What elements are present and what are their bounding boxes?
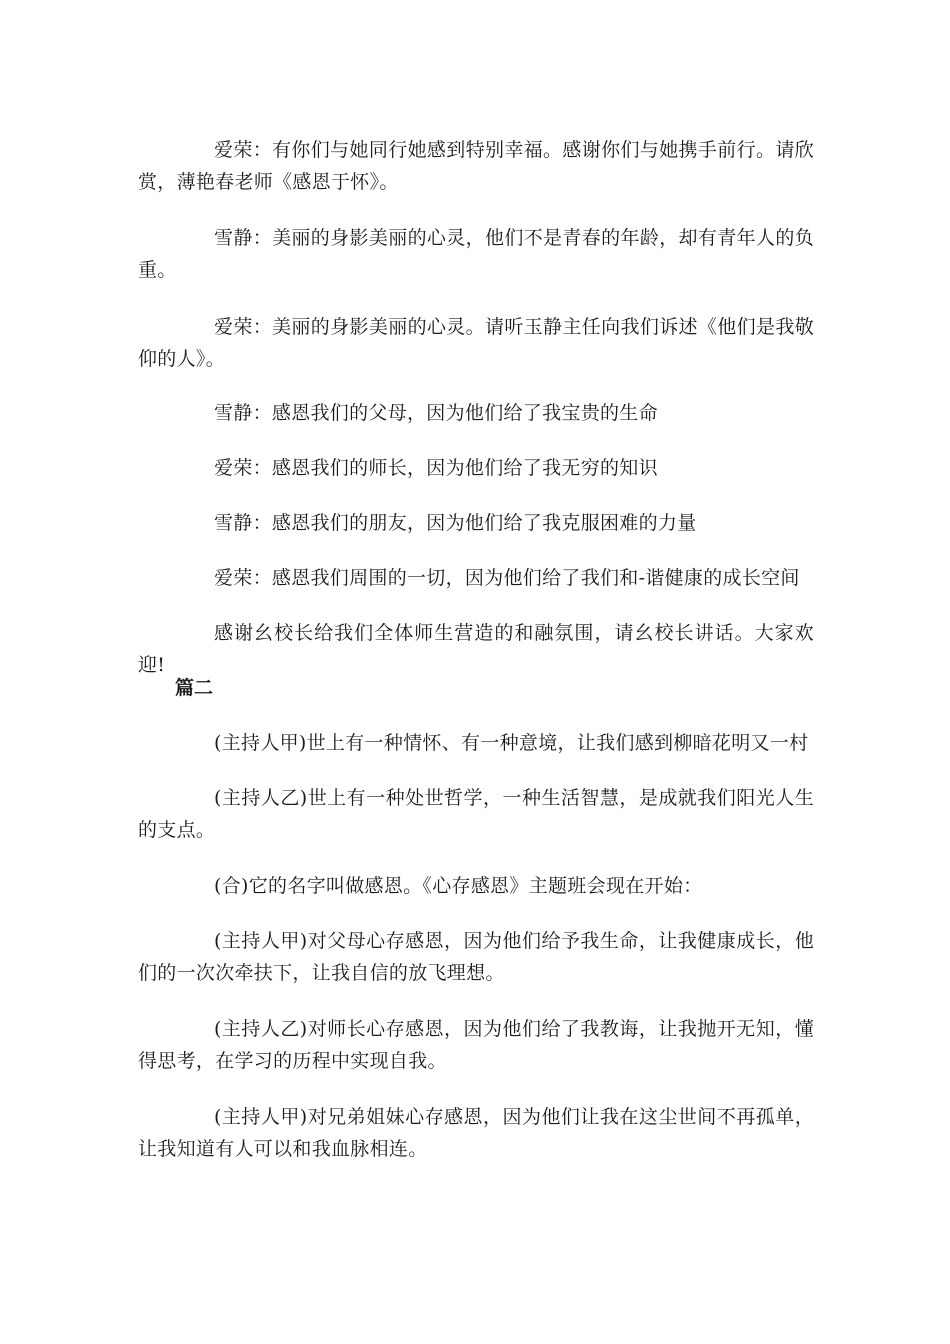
paragraph-11: (合)它的名字叫做感恩。《心存感恩》主题班会现在开始：	[214, 875, 703, 897]
paragraph-9: (主持人甲)世上有一种情怀、有一种意境，让我们感到柳暗花明又一村	[214, 732, 809, 754]
section-heading: 篇二	[175, 677, 214, 699]
paragraph-2: 雪静：美丽的身影美丽的心灵，他们不是青春的年龄，却有青年人的负重。	[138, 227, 814, 281]
paragraph-8: 感谢幺校长给我们全体师生营造的和融氛围，请幺校长讲话。大家欢迎!	[138, 622, 814, 676]
paragraph-5: 爱荣：感恩我们的师长，因为他们给了我无穷的知识	[214, 457, 658, 479]
paragraph-13: (主持人乙)对师长心存感恩，因为他们给了我教诲，让我抛开无知，懂得思考，在学习的历程中实现自我。	[138, 1018, 814, 1072]
paragraph-1: 爱荣：有你们与她同行她感到特别幸福。感谢你们与她携手前行。请欣赏，薄艳春老师《感恩于怀》。	[138, 139, 814, 193]
paragraph-3: 爱荣：美丽的身影美丽的心灵。请听玉静主任向我们诉述《他们是我敬仰的人》。	[138, 316, 814, 370]
paragraph-12: (主持人甲)对父母心存感恩，因为他们给予我生命，让我健康成长，他们的一次次牵扶下，让我自信的放飞理想。	[138, 930, 814, 984]
paragraph-10: (主持人乙)世上有一种处世哲学，一种生活智慧，是成就我们阳光人生的支点。	[138, 787, 814, 841]
paragraph-14: (主持人甲)对兄弟姐妹心存感恩，因为他们让我在这尘世间不再孤单，让我知道有人可以和我血脉相连。	[138, 1106, 814, 1160]
paragraph-6: 雪静：感恩我们的朋友，因为他们给了我克服困难的力量	[214, 512, 697, 534]
paragraph-7: 爱荣：感恩我们周围的一切，因为他们给了我们和-谐健康的成长空间	[214, 567, 800, 589]
paragraph-4: 雪静：感恩我们的父母，因为他们给了我宝贵的生命	[214, 402, 658, 424]
